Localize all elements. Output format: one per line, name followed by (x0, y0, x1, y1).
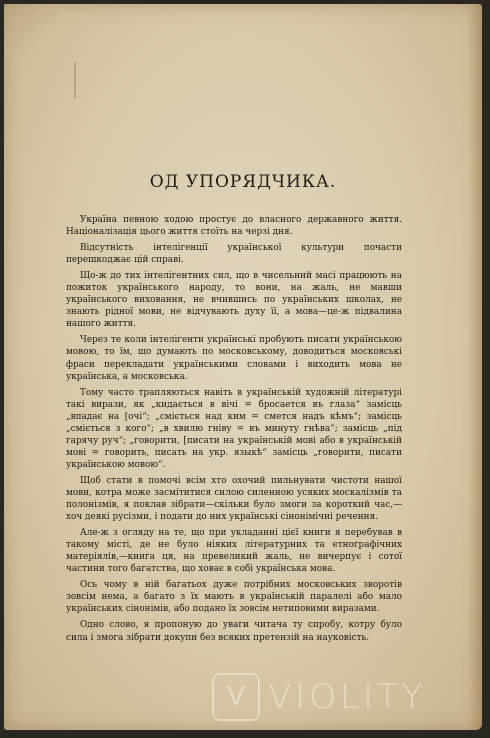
paragraph: Але-ж з огляду на те, що при укладанні цієї книги я перебував в такому місті, де не було ніяких літературних та етнографічних матеріялів,—книга ця, на превеликий жаль, не вичерпує і сотої частини того багатства, що ховає в собі українська мова. (66, 528, 402, 575)
scanned-page (4, 4, 482, 730)
watermark-text: VIOLITY (268, 677, 427, 717)
violity-watermark (212, 672, 482, 722)
paragraph: Щоб стати в помочі всім хто охочий пильнувати чистоти нашої мови, котра може засмітитися силою силенною усяких москалізмів та полонізмів, я поклав зібрати—скільки було змоги за короткий час,—хоч деякі русізми, і подати до них українські сінонімічні речення. (66, 475, 402, 523)
paragraph: Тому часто трапляються навіть в українській художній літературі такі вирази, як „кидається в вічі = бросается въ глаза“ замісць „впадає на [очі“; „сміється над ким = смется надъ кѣмъ“; замісць „сміється з кого“; „в хвилю гніву = въ минуту гнѣва“; замісць „під гарячу руч“; „говорити, [писати на українській мові або в українській мові = говорить, писать на укр. языкѣ“ замісць „говорити, писати українською мовою“. (66, 387, 402, 470)
paragraph: Одно слово, я пропоную до уваги читача ту спробу, котру було сила і змога зібрати докупи без всяких претензій на науковість. (66, 620, 402, 643)
paragraph: Через те коли інтелігенти українські пробують писати українською мовою, то їм, що думають по московському, доводиться московські фраси перекладати українськими словами і виходить мова не українська, а московська. (66, 335, 402, 382)
margin-mark (74, 62, 76, 98)
paragraph: Відсутність інтелігенції української культури почасти перешкоджає цій справі. (66, 243, 402, 266)
page-edge-stain (468, 4, 482, 730)
torn-corner (4, 4, 64, 54)
logo-letter: V (227, 682, 245, 712)
violity-logo-icon (212, 673, 260, 721)
paragraph: Україна певною ходою простує до власного державного життя. Націоналізація цього життя стоїть на черзі дня. (66, 215, 402, 238)
body-text (66, 214, 402, 648)
page-title: ОД УПОРЯДЧИКА. (149, 172, 337, 192)
paragraph: Ось чому в ній багатьох дуже потрібних московських зворотів зовсім нема, а багато з їх мають в українській паралелі або мало українських сінонімів, або подано їх зовсім нетиповими виразами. (66, 580, 402, 615)
paragraph: Що-ж до тих інтелігентних сил, що в чисельний масі працюють на пожиток українського народу, то вони, на жаль, не мавши українського виховання, не вчившись по українських школах, не знають рідної мови, не відчувають духу її, а мова—це-ж підвалина нашого життя. (66, 271, 402, 330)
